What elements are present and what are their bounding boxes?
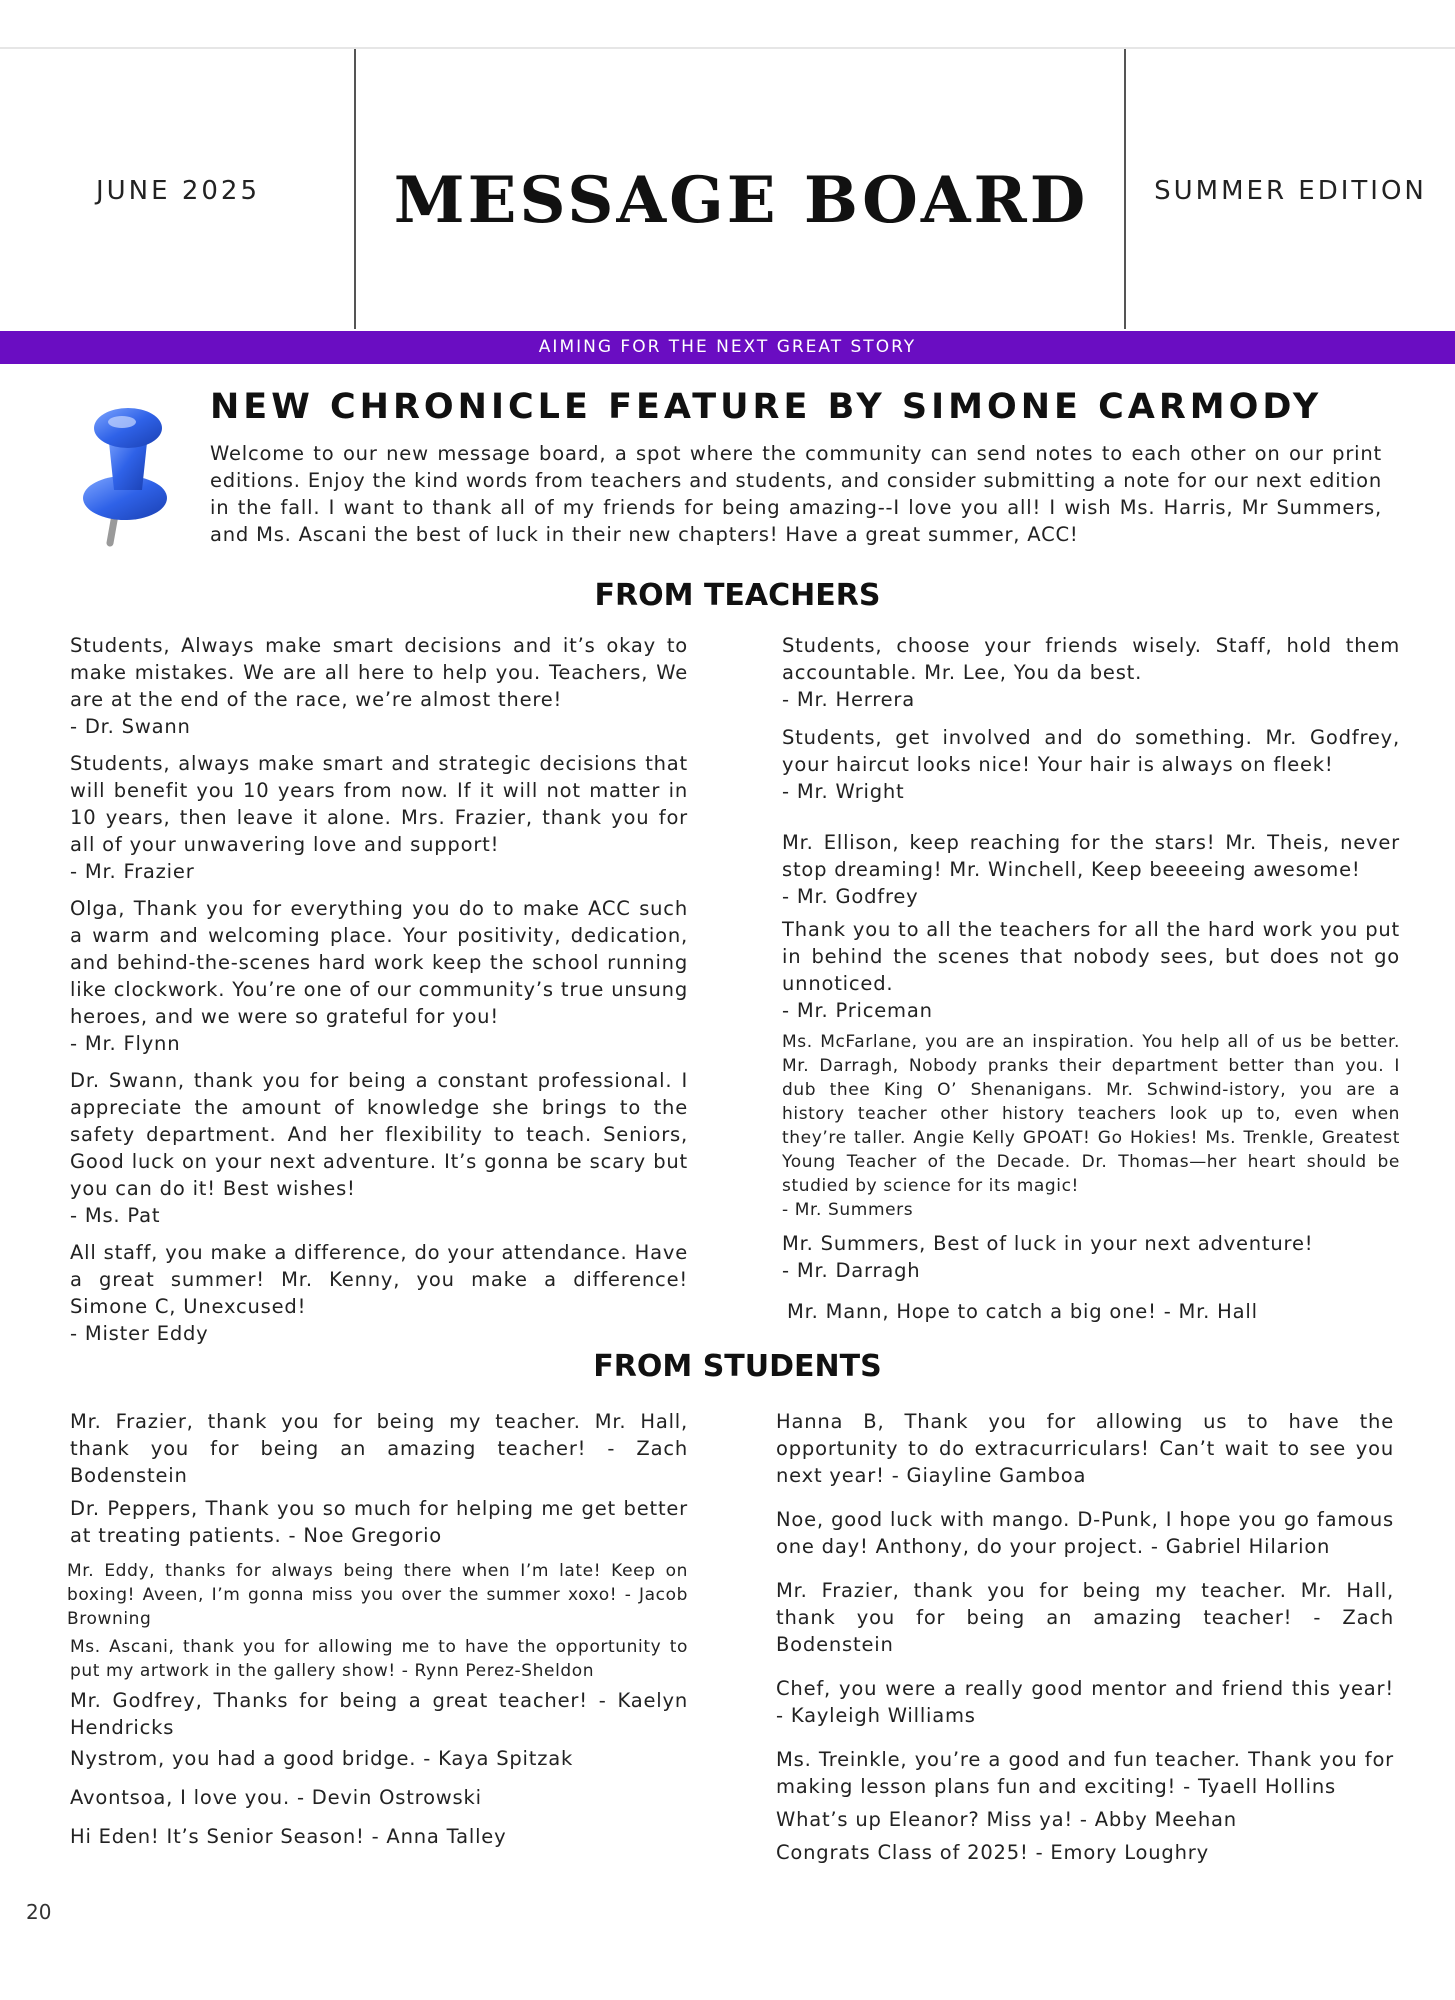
student-message: Mr. Godfrey, Thanks for being a great teacher! - Kaelyn Hendricks: [70, 1689, 688, 1739]
message-signature: - Mr. Frazier: [70, 860, 195, 883]
message-text: Dr. Swann, thank you for being a constant professional. I appreciate the amount of knowledge she brings to the safety department. And her flexibility to teach. Seniors, Good luck on your next adventure. It’s gonna be scary but you can do it! Best wishes!: [70, 1069, 688, 1200]
student-message: Ms. Treinkle, you’re a good and fun teacher. Thank you for making lesson plans fun and exciting! - Tyaell Hollins: [776, 1748, 1394, 1798]
student-message: Mr. Eddy, thanks for always being there when I’m late! Keep on boxing! Aveen, I’m gonna miss you over the summer xoxo! - Jacob Browning: [67, 1561, 688, 1629]
teachers-right-column: [782, 632, 1400, 1325]
student-message: Avontsoa, I love you. - Devin Ostrowski: [70, 1786, 482, 1809]
teacher-message: [70, 1239, 688, 1347]
message-text: Students, get involved and do something. Mr. Godfrey, your haircut looks nice! Your hair is always on fleek!: [782, 726, 1400, 776]
student-message: Hanna B, Thank you for allowing us to have the opportunity to do extracurriculars! Can’t wait to see you next year! - Giayline Gamboa: [776, 1410, 1394, 1487]
student-message: Mr. Frazier, thank you for being my teacher. Mr. Hall, thank you for being an amazing teacher! - Zach Bodenstein: [70, 1410, 688, 1487]
student-message: Nystrom, you had a good bridge. - Kaya Spitzak: [70, 1747, 574, 1770]
pushpin-icon: [70, 398, 190, 548]
message-signature: - Mr. Godfrey: [782, 885, 919, 908]
students-heading: FROM STUDENTS: [593, 1349, 882, 1384]
edition-label: SUMMER EDITION: [1154, 176, 1427, 206]
student-message: What’s up Eleanor? Miss ya! - Abby Meehan: [776, 1808, 1237, 1831]
feature-title: NEW CHRONICLE FEATURE BY SIMONE CARMODY: [210, 387, 1323, 427]
teacher-message: [70, 632, 688, 740]
message-text: Mr. Mann, Hope to catch a big one! - Mr. Hall: [787, 1300, 1258, 1323]
message-text: Ms. McFarlane, you are an inspiration. You help all of us be better. Mr. Darragh, Nobody pranks their department better than you. I dub thee King O’ Shenanigans. Mr. Schwind-istory, you are a history teacher other history teachers look up to, even when they’re taller. Angie Kelly GPOAT! Go Hokies! Ms. Trenkle, Greatest Young Teacher of the Decade. Dr. Thomas—her heart should be studied by science for its magic!: [782, 1032, 1400, 1196]
message-text: All staff, you make a difference, do your attendance. Have a great summer! Mr. Kenny, you make a difference! Simone C, Unexcused!: [70, 1241, 688, 1318]
teacher-message: [782, 724, 1400, 805]
message-signature: - Mr. Herrera: [782, 688, 915, 711]
teacher-message: [782, 632, 1400, 713]
teachers-heading: FROM TEACHERS: [594, 578, 881, 613]
teacher-message: [782, 1230, 1400, 1284]
teacher-message: [782, 1030, 1400, 1222]
tagline-banner: AIMING FOR THE NEXT GREAT STORY: [0, 331, 1455, 364]
student-message: Mr. Frazier, thank you for being my teacher. Mr. Hall, thank you for being an amazing teacher! - Zach Bodenstein: [776, 1579, 1394, 1656]
student-message: Chef, you were a really good mentor and friend this year! - Kayleigh Williams: [776, 1677, 1394, 1727]
students-right-column: [776, 1408, 1394, 1866]
message-signature: - Mr. Wright: [782, 780, 905, 803]
message-signature: - Mr. Darragh: [782, 1259, 921, 1282]
teacher-message: [70, 1067, 688, 1229]
message-signature: - Dr. Swann: [70, 715, 191, 738]
top-rule: [0, 47, 1455, 49]
message-text: Thank you to all the teachers for all the hard work you put in behind the scenes that nobody sees, but does not go unnoticed.: [782, 918, 1400, 995]
feature-intro: Welcome to our new message board, a spot where the community can send notes to each other on our print editions. Enjoy the kind words from teachers and students, and consider submitting a note for our next edition in the fall. I want to thank all of my friends for being amazing--I love you all! I wish Ms. Harris, Mr Summers, and Ms. Ascani the best of luck in their new chapters! Have a great summer, ACC!: [210, 442, 1382, 546]
teacher-message: [70, 895, 688, 1057]
message-text: Students, always make smart and strategic decisions that will benefit you 10 years from now. If it will not matter in 10 years, then leave it alone. Mrs. Frazier, thank you for all of your unwavering love and support!: [70, 752, 688, 856]
page-number: 20: [26, 1900, 52, 1924]
message-signature: - Mr. Flynn: [70, 1032, 181, 1055]
message-signature: - Mr. Summers: [782, 1200, 914, 1220]
student-message: Congrats Class of 2025! - Emory Loughry: [776, 1841, 1209, 1864]
student-message: Noe, good luck with mango. D-Punk, I hope you go famous one day! Anthony, do your project. - Gabriel Hilarion: [776, 1508, 1394, 1558]
message-text: Mr. Ellison, keep reaching for the stars! Mr. Theis, never stop dreaming! Mr. Winchell, Keep beeeeing awesome!: [782, 831, 1400, 881]
teacher-message: [70, 750, 688, 885]
message-signature: - Mr. Priceman: [782, 999, 933, 1022]
issue-date: JUNE 2025: [95, 176, 260, 206]
teacher-message: [782, 916, 1400, 1024]
teacher-message: [782, 829, 1400, 910]
message-signature: - Mister Eddy: [70, 1322, 209, 1345]
message-text: Mr. Summers, Best of luck in your next adventure!: [782, 1232, 1314, 1255]
student-message: Hi Eden! It’s Senior Season! - Anna Talley: [70, 1825, 507, 1848]
message-text: Olga, Thank you for everything you do to make ACC such a warm and welcoming place. Your positivity, dedication, and behind-the-scenes hard work keep the school running like clockwork. You’re one of our community’s true unsung heroes, and we were so grateful for you!: [70, 897, 688, 1028]
teachers-left-column: [70, 632, 688, 1347]
teacher-message: [782, 1298, 1400, 1325]
message-signature: - Ms. Pat: [70, 1204, 161, 1227]
message-text: Students, choose your friends wisely. Staff, hold them accountable. Mr. Lee, You da best.: [782, 634, 1400, 684]
page-title: MESSAGE BOARD: [393, 163, 1089, 238]
students-left-column: [67, 1408, 688, 1850]
student-message: Ms. Ascani, thank you for allowing me to have the opportunity to put my artwork in the gallery show! - Rynn Perez-Sheldon: [70, 1637, 688, 1681]
message-text: Students, Always make smart decisions and it’s okay to make mistakes. We are all here to help you. Teachers, We are at the end of the race, we’re almost there!: [70, 634, 688, 711]
student-message: Dr. Peppers, Thank you so much for helping me get better at treating patients. - Noe Gregorio: [70, 1497, 688, 1547]
